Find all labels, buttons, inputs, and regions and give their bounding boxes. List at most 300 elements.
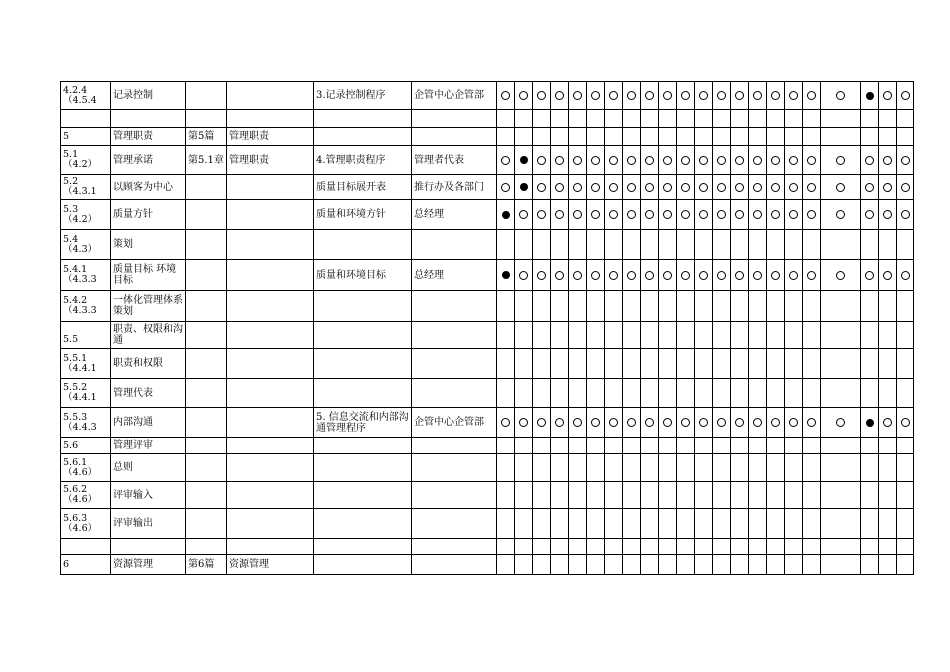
manual-chapter-cell: [186, 230, 227, 260]
clause-title-cell: 管理承诺: [111, 146, 186, 175]
matrix-mark-cell: [749, 291, 767, 322]
matrix-mark-cell: [803, 291, 821, 322]
matrix-mark-cell: [785, 509, 803, 539]
related-responsibility-circle-icon: [645, 418, 654, 427]
matrix-mark-cell: [821, 454, 861, 482]
matrix-mark-cell: [803, 128, 821, 146]
related-responsibility-circle-icon: [789, 156, 798, 165]
matrix-mark-cell: [821, 146, 861, 175]
manual-chapter-cell: [186, 438, 227, 454]
matrix-mark-cell: [785, 482, 803, 509]
matrix-mark-cell: [767, 379, 785, 408]
related-responsibility-circle-icon: [681, 91, 690, 100]
matrix-mark-cell: [861, 110, 879, 128]
matrix-mark-cell: [821, 322, 861, 349]
related-responsibility-circle-icon: [753, 210, 762, 219]
related-responsibility-circle-icon: [717, 156, 726, 165]
matrix-mark-cell: [605, 454, 623, 482]
matrix-mark-cell: [897, 539, 914, 555]
related-responsibility-circle-icon: [699, 418, 708, 427]
matrix-mark-cell: [677, 200, 695, 230]
matrix-mark-cell: [695, 128, 713, 146]
matrix-mark-cell: [897, 82, 914, 110]
matrix-mark-cell: [659, 175, 677, 200]
related-responsibility-circle-icon: [681, 156, 690, 165]
matrix-mark-cell: [821, 128, 861, 146]
matrix-mark-cell: [587, 291, 605, 322]
matrix-mark-cell: [731, 82, 749, 110]
matrix-mark-cell: [659, 482, 677, 509]
matrix-mark-cell: [677, 230, 695, 260]
related-responsibility-circle-icon: [537, 156, 546, 165]
matrix-mark-cell: [713, 146, 731, 175]
related-responsibility-circle-icon: [901, 156, 910, 165]
matrix-mark-cell: [605, 291, 623, 322]
matrix-mark-cell: [803, 482, 821, 509]
matrix-mark-cell: [767, 110, 785, 128]
matrix-mark-cell: [515, 408, 533, 438]
matrix-mark-cell: [803, 539, 821, 555]
matrix-mark-cell: [749, 438, 767, 454]
matrix-mark-cell: [641, 482, 659, 509]
matrix-mark-cell: [767, 175, 785, 200]
related-responsibility-circle-icon: [609, 210, 618, 219]
manual-chapter-cell: [186, 482, 227, 509]
table-row: [61, 175, 914, 200]
matrix-mark-cell: [749, 128, 767, 146]
matrix-mark-cell: [569, 291, 587, 322]
related-responsibility-circle-icon: [789, 91, 798, 100]
clause-title-cell: 管理职责: [111, 128, 186, 146]
matrix-mark-cell: [497, 110, 515, 128]
matrix-mark-cell: [623, 260, 641, 291]
matrix-mark-cell: [659, 230, 677, 260]
matrix-mark-cell: [497, 128, 515, 146]
related-responsibility-circle-icon: [789, 271, 798, 280]
matrix-mark-cell: [897, 175, 914, 200]
matrix-mark-cell: [641, 291, 659, 322]
matrix-mark-cell: [767, 260, 785, 291]
matrix-mark-cell: [587, 146, 605, 175]
matrix-mark-cell: [623, 408, 641, 438]
primary-responsibility-dot-icon: [502, 271, 510, 279]
clause-title-cell: 内部沟通: [111, 408, 186, 438]
matrix-mark-cell: [749, 230, 767, 260]
matrix-mark-cell: [897, 146, 914, 175]
matrix-mark-cell: [587, 322, 605, 349]
matrix-mark-cell: [515, 349, 533, 379]
procedure-document-cell: [314, 509, 412, 539]
related-responsibility-circle-icon: [645, 183, 654, 192]
matrix-mark-cell: [785, 200, 803, 230]
matrix-mark-cell: [713, 200, 731, 230]
responsible-dept-cell: [412, 349, 497, 379]
matrix-mark-cell: [879, 82, 897, 110]
matrix-mark-cell: [587, 349, 605, 379]
matrix-mark-cell: [731, 408, 749, 438]
table-row: [61, 110, 914, 128]
procedure-document-cell: [314, 482, 412, 509]
related-responsibility-circle-icon: [501, 418, 510, 427]
matrix-mark-cell: [587, 408, 605, 438]
related-responsibility-circle-icon: [573, 183, 582, 192]
matrix-mark-cell: [587, 82, 605, 110]
matrix-mark-cell: [713, 539, 731, 555]
matrix-mark-cell: [515, 175, 533, 200]
related-responsibility-circle-icon: [753, 418, 762, 427]
related-responsibility-circle-icon: [699, 271, 708, 280]
matrix-mark-cell: [713, 349, 731, 379]
matrix-mark-cell: [623, 146, 641, 175]
matrix-mark-cell: [497, 454, 515, 482]
matrix-mark-cell: [713, 438, 731, 454]
matrix-mark-cell: [533, 482, 551, 509]
related-responsibility-circle-icon: [735, 183, 744, 192]
responsible-dept-cell: 管理者代表: [412, 146, 497, 175]
matrix-mark-cell: [641, 230, 659, 260]
matrix-mark-cell: [897, 408, 914, 438]
matrix-mark-cell: [803, 82, 821, 110]
related-responsibility-circle-icon: [555, 271, 564, 280]
matrix-mark-cell: [713, 454, 731, 482]
related-responsibility-circle-icon: [627, 271, 636, 280]
matrix-mark-cell: [659, 110, 677, 128]
responsible-dept-cell: [412, 322, 497, 349]
chapter-title-cell: [227, 408, 314, 438]
matrix-mark-cell: [677, 260, 695, 291]
matrix-mark-cell: [861, 322, 879, 349]
matrix-mark-cell: [767, 454, 785, 482]
chapter-title-cell: [227, 230, 314, 260]
matrix-mark-cell: [587, 438, 605, 454]
matrix-mark-cell: [641, 408, 659, 438]
matrix-mark-cell: [803, 438, 821, 454]
related-responsibility-circle-icon: [537, 210, 546, 219]
primary-responsibility-dot-icon: [502, 211, 510, 219]
matrix-mark-cell: [587, 555, 605, 575]
matrix-mark-cell: [623, 200, 641, 230]
matrix-mark-cell: [803, 230, 821, 260]
responsible-dept-cell: [412, 128, 497, 146]
clause-title-cell: 职责、权限和沟通: [111, 322, 186, 349]
related-responsibility-circle-icon: [901, 271, 910, 280]
matrix-mark-cell: [605, 438, 623, 454]
matrix-mark-cell: [897, 454, 914, 482]
chapter-title-cell: [227, 539, 314, 555]
matrix-mark-cell: [767, 128, 785, 146]
matrix-mark-cell: [569, 175, 587, 200]
procedure-document-cell: [314, 322, 412, 349]
responsible-dept-cell: [412, 482, 497, 509]
matrix-mark-cell: [605, 509, 623, 539]
matrix-mark-cell: [695, 291, 713, 322]
matrix-mark-cell: [551, 260, 569, 291]
matrix-mark-cell: [515, 482, 533, 509]
matrix-mark-cell: [731, 291, 749, 322]
responsible-dept-cell: [412, 454, 497, 482]
responsible-dept-cell: [412, 379, 497, 408]
matrix-mark-cell: [623, 509, 641, 539]
related-responsibility-circle-icon: [883, 91, 892, 100]
matrix-mark-cell: [821, 82, 861, 110]
table-row: [61, 349, 914, 379]
responsible-dept-cell: [412, 555, 497, 575]
matrix-mark-cell: [749, 408, 767, 438]
matrix-mark-cell: [767, 555, 785, 575]
matrix-mark-cell: [497, 379, 515, 408]
matrix-mark-cell: [677, 175, 695, 200]
responsible-dept-cell: 总经理: [412, 260, 497, 291]
matrix-mark-cell: [785, 230, 803, 260]
related-responsibility-circle-icon: [771, 418, 780, 427]
matrix-mark-cell: [803, 110, 821, 128]
matrix-mark-cell: [803, 509, 821, 539]
matrix-mark-cell: [569, 230, 587, 260]
matrix-mark-cell: [569, 454, 587, 482]
matrix-mark-cell: [641, 555, 659, 575]
clause-title-cell: [111, 539, 186, 555]
matrix-mark-cell: [821, 379, 861, 408]
matrix-mark-cell: [659, 408, 677, 438]
matrix-mark-cell: [695, 200, 713, 230]
primary-responsibility-dot-icon: [520, 156, 528, 164]
related-responsibility-circle-icon: [836, 156, 845, 165]
matrix-mark-cell: [861, 349, 879, 379]
related-responsibility-circle-icon: [555, 156, 564, 165]
related-responsibility-circle-icon: [883, 183, 892, 192]
matrix-mark-cell: [695, 438, 713, 454]
clause-title-cell: 一体化管理体系策划: [111, 291, 186, 322]
matrix-mark-cell: [695, 454, 713, 482]
matrix-mark-cell: [767, 509, 785, 539]
matrix-mark-cell: [641, 82, 659, 110]
related-responsibility-circle-icon: [555, 91, 564, 100]
procedure-document-cell: [314, 454, 412, 482]
matrix-mark-cell: [803, 379, 821, 408]
related-responsibility-circle-icon: [627, 210, 636, 219]
related-responsibility-circle-icon: [609, 91, 618, 100]
matrix-mark-cell: [749, 82, 767, 110]
matrix-mark-cell: [533, 349, 551, 379]
matrix-mark-cell: [897, 260, 914, 291]
matrix-mark-cell: [749, 482, 767, 509]
matrix-mark-cell: [785, 438, 803, 454]
matrix-mark-cell: [659, 539, 677, 555]
matrix-mark-cell: [897, 349, 914, 379]
matrix-mark-cell: [879, 146, 897, 175]
matrix-mark-cell: [515, 200, 533, 230]
matrix-mark-cell: [821, 349, 861, 379]
related-responsibility-circle-icon: [771, 156, 780, 165]
matrix-mark-cell: [605, 555, 623, 575]
matrix-mark-cell: [785, 260, 803, 291]
matrix-mark-cell: [587, 110, 605, 128]
matrix-mark-cell: [569, 379, 587, 408]
matrix-mark-cell: [731, 200, 749, 230]
matrix-mark-cell: [623, 82, 641, 110]
matrix-mark-cell: [587, 200, 605, 230]
related-responsibility-circle-icon: [573, 210, 582, 219]
matrix-mark-cell: [533, 128, 551, 146]
matrix-mark-cell: [879, 110, 897, 128]
matrix-mark-cell: [497, 408, 515, 438]
matrix-mark-cell: [533, 379, 551, 408]
related-responsibility-circle-icon: [836, 91, 845, 100]
manual-chapter-cell: [186, 379, 227, 408]
matrix-mark-cell: [713, 482, 731, 509]
related-responsibility-circle-icon: [901, 91, 910, 100]
matrix-mark-cell: [677, 322, 695, 349]
section-number-cell: 5.6.3 （4.6）: [61, 509, 111, 539]
matrix-mark-cell: [897, 230, 914, 260]
matrix-mark-cell: [785, 128, 803, 146]
matrix-mark-cell: [695, 260, 713, 291]
matrix-mark-cell: [515, 146, 533, 175]
matrix-mark-cell: [677, 128, 695, 146]
procedure-document-cell: 质量目标展开表: [314, 175, 412, 200]
matrix-mark-cell: [623, 291, 641, 322]
procedure-document-cell: [314, 349, 412, 379]
matrix-mark-cell: [713, 322, 731, 349]
matrix-mark-cell: [533, 555, 551, 575]
matrix-mark-cell: [497, 291, 515, 322]
matrix-mark-cell: [641, 146, 659, 175]
procedure-document-cell: [314, 110, 412, 128]
related-responsibility-circle-icon: [555, 183, 564, 192]
matrix-mark-cell: [551, 349, 569, 379]
matrix-mark-cell: [497, 260, 515, 291]
related-responsibility-circle-icon: [717, 183, 726, 192]
related-responsibility-circle-icon: [753, 183, 762, 192]
matrix-mark-cell: [803, 349, 821, 379]
matrix-mark-cell: [821, 200, 861, 230]
matrix-mark-cell: [879, 230, 897, 260]
related-responsibility-circle-icon: [501, 183, 510, 192]
related-responsibility-circle-icon: [883, 271, 892, 280]
related-responsibility-circle-icon: [663, 210, 672, 219]
section-number-cell: 5.6.1 （4.6）: [61, 454, 111, 482]
matrix-mark-cell: [677, 110, 695, 128]
matrix-mark-cell: [861, 408, 879, 438]
responsible-dept-cell: [412, 110, 497, 128]
related-responsibility-circle-icon: [627, 91, 636, 100]
matrix-mark-cell: [821, 175, 861, 200]
matrix-mark-cell: [551, 230, 569, 260]
section-number-cell: 6: [61, 555, 111, 575]
chapter-title-cell: 管理职责: [227, 146, 314, 175]
matrix-mark-cell: [731, 146, 749, 175]
matrix-mark-cell: [695, 482, 713, 509]
related-responsibility-circle-icon: [836, 418, 845, 427]
matrix-mark-cell: [749, 110, 767, 128]
procedure-document-cell: 4.管理职责程序: [314, 146, 412, 175]
table-row: [61, 260, 914, 291]
chapter-title-cell: 资源管理: [227, 555, 314, 575]
matrix-mark-cell: [551, 146, 569, 175]
matrix-mark-cell: [731, 482, 749, 509]
manual-chapter-cell: 第5篇: [186, 128, 227, 146]
matrix-mark-cell: [497, 175, 515, 200]
matrix-mark-cell: [533, 509, 551, 539]
matrix-mark-cell: [749, 454, 767, 482]
table-row: [61, 200, 914, 230]
related-responsibility-circle-icon: [537, 91, 546, 100]
table-row: [61, 146, 914, 175]
related-responsibility-circle-icon: [735, 418, 744, 427]
matrix-mark-cell: [677, 509, 695, 539]
matrix-mark-cell: [515, 509, 533, 539]
related-responsibility-circle-icon: [771, 183, 780, 192]
matrix-mark-cell: [695, 146, 713, 175]
matrix-mark-cell: [533, 454, 551, 482]
matrix-mark-cell: [569, 200, 587, 230]
matrix-mark-cell: [533, 200, 551, 230]
matrix-mark-cell: [879, 438, 897, 454]
matrix-mark-cell: [731, 379, 749, 408]
section-number-cell: 4.2.4 （4.5.4: [61, 82, 111, 110]
related-responsibility-circle-icon: [717, 210, 726, 219]
matrix-mark-cell: [821, 291, 861, 322]
matrix-mark-cell: [713, 260, 731, 291]
procedure-document-cell: [314, 539, 412, 555]
matrix-mark-cell: [569, 322, 587, 349]
responsible-dept-cell: [412, 539, 497, 555]
procedure-document-cell: [314, 438, 412, 454]
matrix-mark-cell: [897, 555, 914, 575]
matrix-mark-cell: [767, 230, 785, 260]
matrix-mark-cell: [695, 379, 713, 408]
related-responsibility-circle-icon: [753, 156, 762, 165]
matrix-mark-cell: [623, 482, 641, 509]
clause-title-cell: 策划: [111, 230, 186, 260]
matrix-mark-cell: [551, 482, 569, 509]
matrix-mark-cell: [785, 82, 803, 110]
manual-chapter-cell: [186, 454, 227, 482]
related-responsibility-circle-icon: [681, 183, 690, 192]
matrix-mark-cell: [515, 438, 533, 454]
matrix-mark-cell: [515, 230, 533, 260]
matrix-mark-cell: [785, 379, 803, 408]
matrix-mark-cell: [551, 438, 569, 454]
chapter-title-cell: [227, 200, 314, 230]
matrix-mark-cell: [623, 379, 641, 408]
chapter-title-cell: [227, 482, 314, 509]
matrix-mark-cell: [551, 128, 569, 146]
manual-chapter-cell: [186, 349, 227, 379]
matrix-mark-cell: [861, 482, 879, 509]
matrix-mark-cell: [879, 454, 897, 482]
matrix-mark-cell: [879, 408, 897, 438]
clause-title-cell: 质量方针: [111, 200, 186, 230]
section-number-cell: 5.4.1 （4.3.3: [61, 260, 111, 291]
responsibility-matrix-table: [60, 81, 914, 575]
matrix-mark-cell: [879, 128, 897, 146]
matrix-mark-cell: [749, 555, 767, 575]
related-responsibility-circle-icon: [663, 418, 672, 427]
related-responsibility-circle-icon: [807, 183, 816, 192]
related-responsibility-circle-icon: [645, 271, 654, 280]
matrix-mark-cell: [695, 230, 713, 260]
matrix-mark-cell: [803, 555, 821, 575]
matrix-mark-cell: [641, 509, 659, 539]
related-responsibility-circle-icon: [901, 183, 910, 192]
manual-chapter-cell: [186, 539, 227, 555]
matrix-mark-cell: [785, 555, 803, 575]
matrix-mark-cell: [767, 200, 785, 230]
related-responsibility-circle-icon: [663, 271, 672, 280]
related-responsibility-circle-icon: [591, 418, 600, 427]
related-responsibility-circle-icon: [771, 271, 780, 280]
